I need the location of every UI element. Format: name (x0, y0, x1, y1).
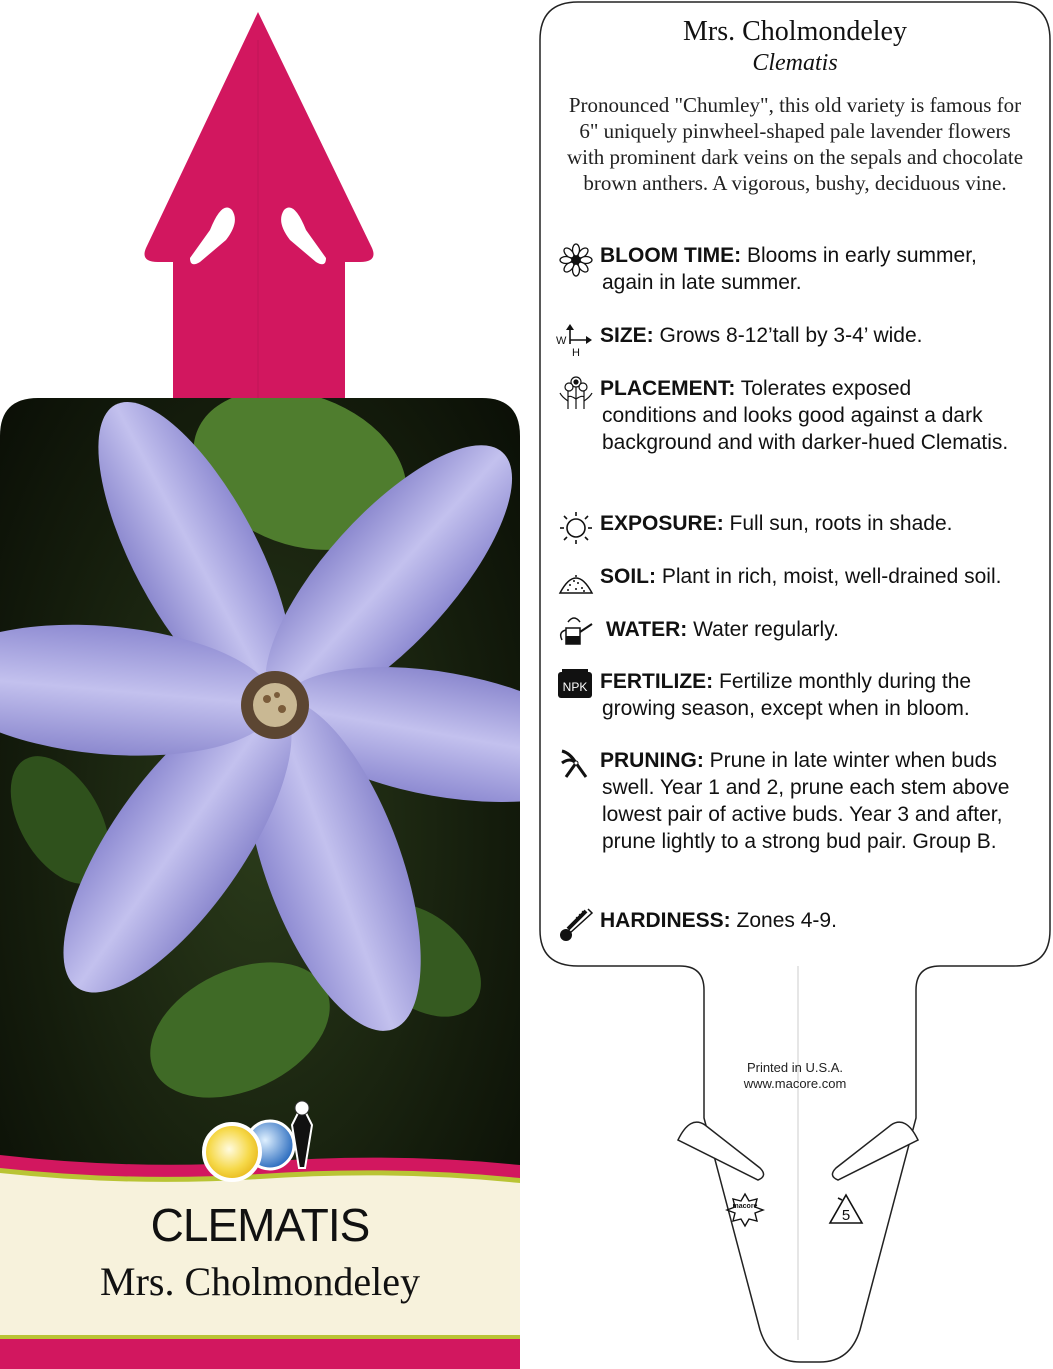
size-arrows-icon (556, 322, 596, 358)
npk-icon-text: NPK (562, 680, 588, 694)
hardiness-text: Zones 4-9. (730, 909, 837, 932)
hardiness-row (556, 907, 1034, 934)
soil-icon (556, 563, 596, 599)
exposure-label: EXPOSURE: (600, 512, 724, 535)
size-text: Grows 8-12’tall by 3-4’ wide. (653, 324, 923, 347)
back-latin-name: Clematis (752, 50, 838, 76)
size-h-label: H (572, 347, 580, 358)
website-text: www.macore.com (743, 1076, 847, 1091)
pruners-icon (556, 747, 596, 783)
bloom-time-row (556, 242, 1034, 296)
pruning-continued: swell. Year 1 and 2, prune each stem above lowest pair of active buds. Year 3 and after, prune lightly to a strong bud pair. Group B. (602, 776, 1010, 853)
water-row (556, 616, 1034, 643)
flower-icon (556, 242, 596, 278)
macore-logo-icon (724, 1192, 766, 1228)
exposure-text: Full sun, roots in shade. (723, 512, 953, 535)
npk-icon (556, 668, 596, 704)
printed-country: Printed in U.S.A. (746, 1060, 844, 1075)
water-label: WATER: (606, 618, 688, 641)
macore-logo-text: macore (732, 1203, 758, 1210)
pruning-text: Prune in late winter when buds (703, 749, 997, 772)
placement-icon (556, 375, 596, 411)
back-title: Mrs. Cholmondeley (683, 16, 907, 47)
front-subtitle: Mrs. Cholmondeley (100, 1259, 420, 1304)
exposure-row (556, 510, 1034, 537)
watering-can-icon (556, 616, 596, 652)
bloom-time-continued: again in late summer. (602, 271, 802, 294)
bloom-time-label: BLOOM TIME: (600, 244, 742, 267)
soil-row (556, 563, 1034, 590)
pruning-label: PRUNING: (600, 749, 704, 772)
fertilize-text: Fertilize monthly during the (713, 670, 972, 693)
water-text: Water regularly. (687, 618, 839, 641)
placement-label: PLACEMENT: (600, 377, 736, 400)
fertilize-row (556, 668, 1034, 722)
placement-row (556, 375, 1034, 456)
pruning-row (556, 747, 1034, 855)
size-row (556, 322, 1034, 358)
back-description: Pronounced "Chumley", this old variety is famous for 6" uniquely pinwheel-shaped pale lavender flowers with prominent dark veins on the sepals and chocolate brown anthers. A vigorous, bushy, deciduous vine. (566, 93, 1024, 195)
hardiness-label: HARDINESS: (600, 909, 731, 932)
bloom-time-text: Blooms in early summer, (741, 244, 977, 267)
placement-continued: conditions and looks good against a dark background and with darker-hued Clematis. (602, 404, 1009, 454)
recycle-icon (826, 1192, 866, 1228)
size-label: SIZE: (600, 324, 654, 347)
printed-info (690, 1060, 900, 1092)
placement-text: Tolerates exposed (735, 377, 912, 400)
fertilize-continued: growing season, except when in bloom. (602, 697, 970, 720)
sun-icon (556, 510, 596, 546)
soil-text: Plant in rich, moist, well-drained soil. (656, 565, 1002, 588)
soil-label: SOIL: (600, 565, 656, 588)
fertilize-label: FERTILIZE: (600, 670, 714, 693)
recycle-number: 5 (841, 1207, 851, 1224)
size-w-label: W (556, 335, 567, 347)
front-title: CLEMATIS (150, 1199, 370, 1251)
front-tag (0, 0, 520, 1369)
thermometer-icon (556, 907, 596, 943)
